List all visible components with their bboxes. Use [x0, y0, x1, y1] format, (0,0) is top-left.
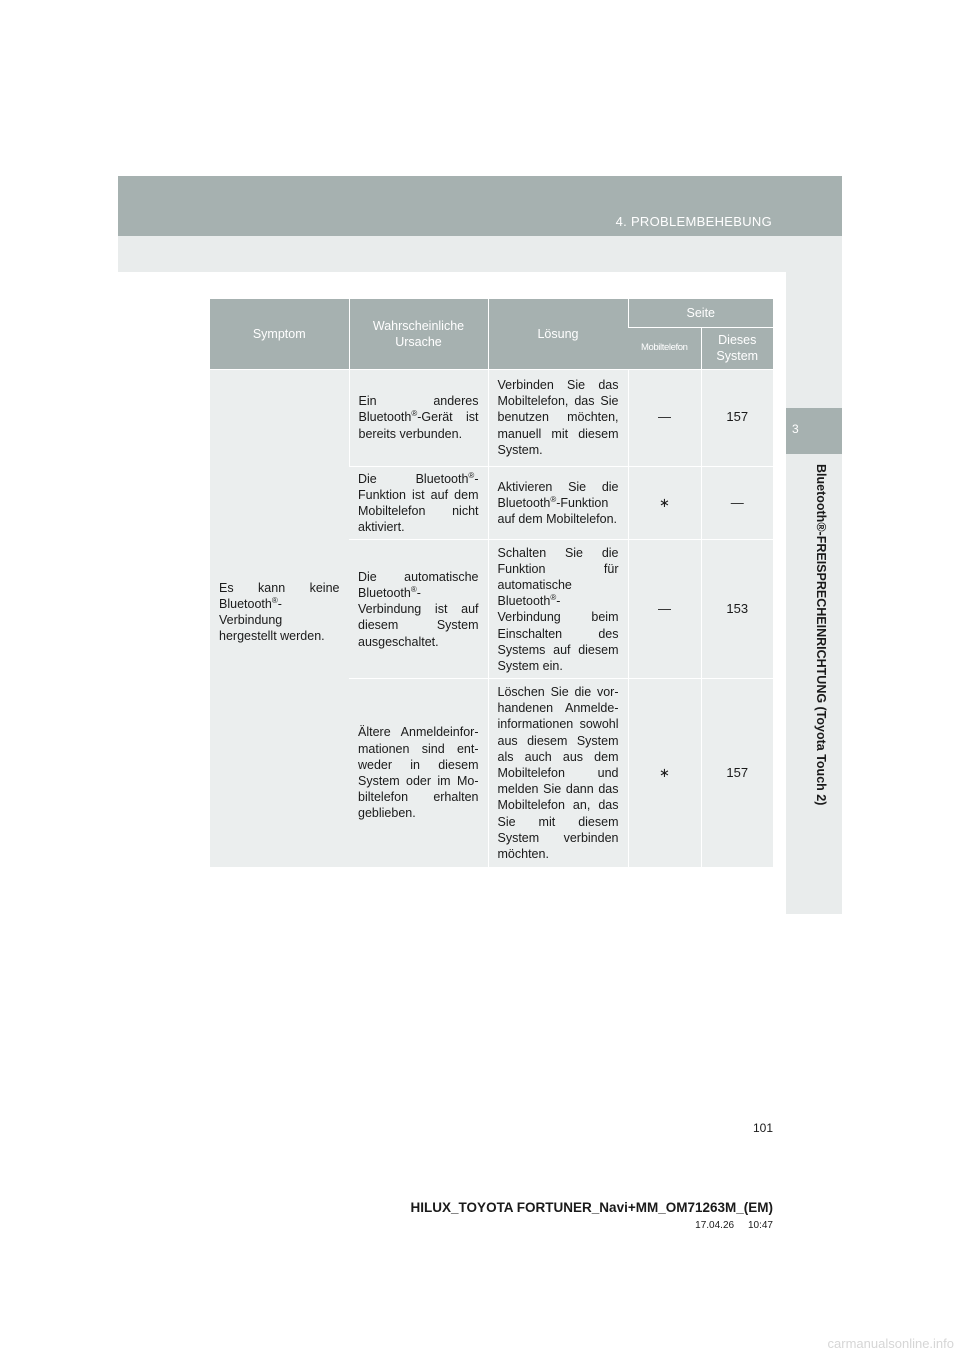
cause-text-post: -Verbindung ist auf diesem System ausgeschaltet.: [358, 586, 479, 649]
section-header: [118, 176, 842, 236]
symptom-text-post: -Verbindung hergestellt werden.: [219, 596, 325, 644]
mobile-page-cell: ∗: [628, 679, 701, 867]
document-code: HILUX_TOYOTA FORTUNER_Navi+MM_OM71263M_(EM): [410, 1200, 773, 1215]
header-symptom: Symptom: [210, 299, 349, 369]
system-page-cell: 157: [701, 369, 773, 466]
header-subband: [118, 236, 842, 272]
solution-cell: [488, 679, 628, 867]
troubleshooting-table: [210, 299, 773, 867]
header-mobile: Mobiltelefon: [628, 327, 701, 369]
header-cause: Wahrscheinliche Ursache: [349, 299, 488, 369]
page-number: 101: [752, 1121, 773, 1135]
header-system: Dieses System: [701, 327, 773, 369]
symptom-cell: [210, 369, 349, 867]
cause-cell: [349, 369, 488, 466]
cause-reg: ®: [410, 584, 417, 594]
solution-text-pre: Schalten Sie die Funktion für automatische Bluetooth: [497, 545, 619, 609]
cause-cell: [349, 466, 488, 540]
solution-text: Verbinden Sie das Mobiltelefon, das Sie benutzen möchten, manuell mit diesem System.: [497, 377, 619, 457]
chapter-tab: [786, 408, 842, 454]
chapter-number: 3: [792, 422, 799, 436]
system-page-cell: —: [701, 466, 773, 540]
cause-text-post: -Gerät ist bereits verbunden.: [358, 410, 479, 441]
solution-text-post: -Funktion auf dem Mobiltelefon.: [497, 495, 618, 526]
cause-text: Ältere Anmeldeinformationen sind entweder in diesem System oder im Mobiltelefon erhalten geblieben.: [358, 725, 479, 821]
solution-reg: ®: [550, 592, 557, 602]
system-page-cell: 153: [701, 540, 773, 679]
cause-text-post: -Funktion ist auf dem Mobiltelefon nicht aktiviert.: [358, 471, 479, 535]
cause-text-pre: Die Bluetooth: [358, 471, 469, 486]
cause-reg: ®: [411, 409, 418, 419]
solution-cell: [488, 540, 628, 679]
mobile-page-cell: ∗: [628, 466, 701, 540]
watermark: carmanualsonline.info: [827, 1336, 954, 1351]
cause-cell: [349, 679, 488, 867]
symptom-reg: ®: [271, 595, 278, 605]
cause-cell: [349, 540, 488, 679]
system-page-cell: 157: [701, 679, 773, 867]
mobile-page-cell: —: [628, 540, 701, 679]
solution-reg: ®: [550, 494, 557, 504]
chapter-title: Bluetooth®-FREISPRECHEINRICHTUNG (Toyota Touch 2): [814, 464, 828, 806]
header-page: Seite: [628, 299, 773, 327]
solution-text: Löschen Sie die vorhandenen Anmeldeinformationen sowohl aus diesem System als auch aus dem Mobiltelefon und melden Sie dann das Mobiltelefon an, das Sie mit diesem System verbinden möchten.: [497, 684, 619, 861]
symptom-text-pre: Es kann keine Bluetooth: [219, 580, 340, 611]
solution-cell: [488, 466, 628, 540]
section-title: 4. PROBLEMBEHEBUNG: [615, 214, 772, 229]
cause-text-pre: Die automatische Bluetooth: [358, 569, 479, 600]
cause-reg: ®: [468, 470, 475, 480]
cause-text-pre: Ein anderes Bluetooth: [358, 394, 479, 425]
chapter-title-container: [813, 464, 833, 844]
solution-text-post: -Verbindung beim Einschalten des Systems auf diesem System ein.: [497, 594, 619, 673]
document-date: 17.04.26 10:47: [695, 1220, 773, 1231]
header-solution: Lösung: [488, 299, 628, 369]
solution-text-pre: Aktivieren Sie die Bluetooth: [497, 479, 619, 510]
solution-cell: [488, 369, 628, 466]
mobile-page-cell: —: [628, 369, 701, 466]
